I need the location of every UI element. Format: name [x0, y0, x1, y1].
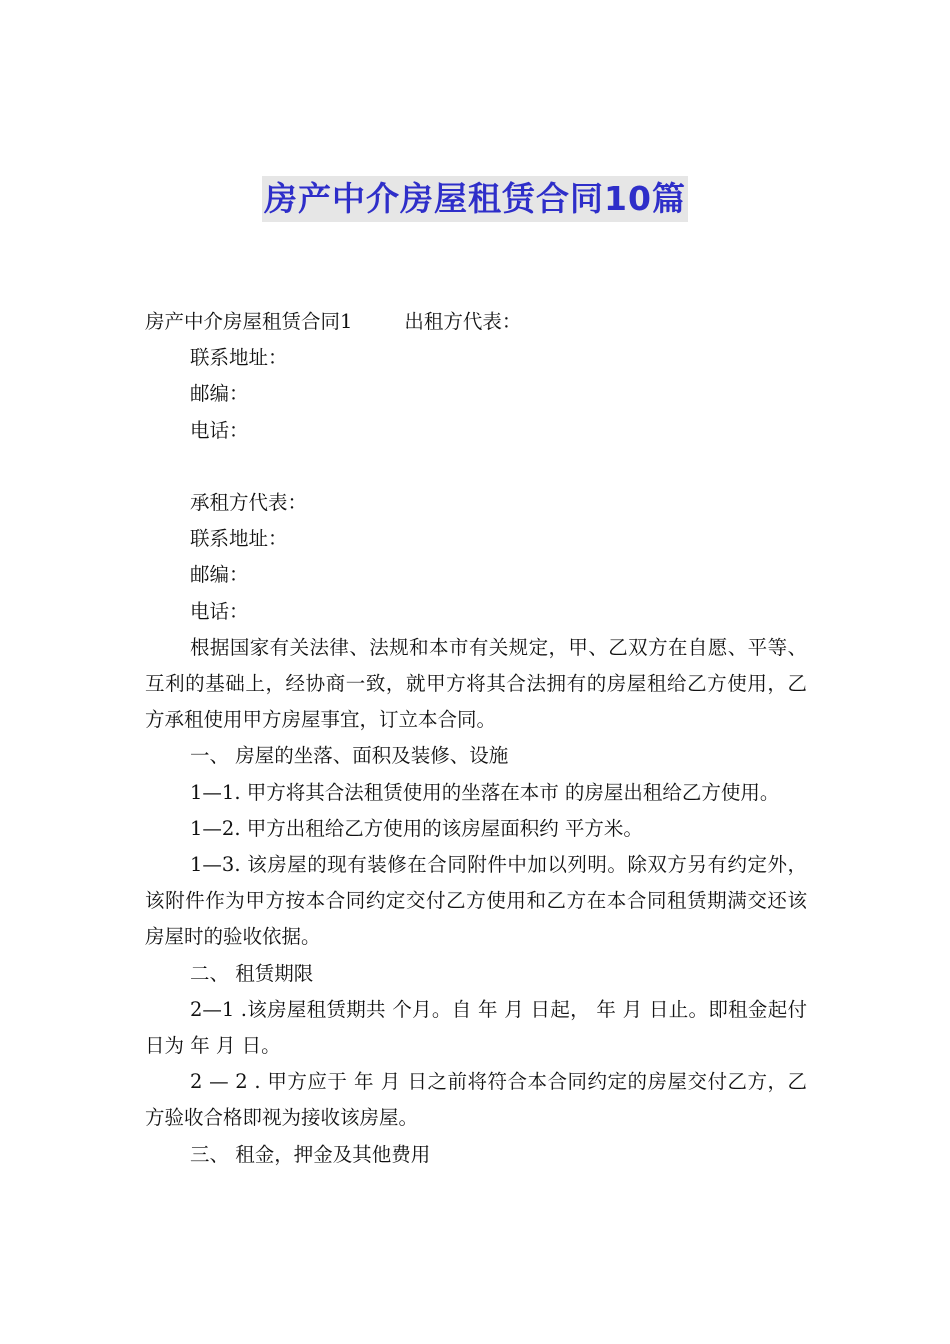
lessor-address: 联系地址：: [190, 346, 288, 370]
intro-paragraph: 根据国家有关法律、法规和本市有关规定，甲、乙双方在自愿、平等、互利的基础上，经协商一致，就甲方将其合法拥有的房屋租给乙方使用，乙方承租使用甲方房屋事宜，订立本合同。: [145, 635, 807, 732]
blank-line: [145, 449, 807, 485]
clause-1-2: 1—2. 甲方出租给乙方使用的该房屋面积约 平方米。: [190, 816, 643, 840]
lessee-phone: 电话：: [190, 599, 249, 623]
clause-1-1: 1—1. 甲方将其合法租赁使用的坐落在本市 的房屋出租给乙方使用。: [190, 780, 780, 804]
title-container: [0, 176, 950, 222]
contract-heading: 房产中介房屋租赁合同1: [145, 310, 353, 333]
lessee-postcode: 邮编：: [190, 563, 249, 587]
lessor-representative: 出租方代表：: [404, 310, 522, 333]
section-3-heading: 三、 租金，押金及其他费用: [190, 1142, 431, 1166]
clause-1-3: 1—3. 该房屋的现有装修在合同附件中加以列明。除双方另有约定外，该附件作为甲方按本合同约定交付乙方使用和乙方在本合同租赁期满交还该房屋时的验收依据。: [145, 852, 807, 949]
lessee-address: 联系地址：: [190, 527, 288, 551]
contract-heading-line: [145, 304, 807, 340]
lessor-postcode: 邮编：: [190, 382, 249, 406]
document-body: [145, 304, 807, 1173]
lessor-phone: 电话：: [190, 418, 249, 442]
clause-2-1: 2—1 .该房屋租赁期共 个月。自 年 月 日起， 年 月 日止。即租金起付日为 年 月 日。: [145, 997, 807, 1057]
document-title: 房产中介房屋租赁合同10篇: [262, 176, 688, 222]
lessee-representative: 承租方代表：: [190, 490, 308, 514]
section-2-heading: 二、 租赁期限: [190, 961, 314, 985]
clause-2-2: 2 — 2 . 甲方应于 年 月 日之前将符合本合同约定的房屋交付乙方，乙方验收合格即视为接收该房屋。: [145, 1070, 807, 1130]
section-1-heading: 一、 房屋的坐落、面积及装修、设施: [190, 744, 509, 768]
